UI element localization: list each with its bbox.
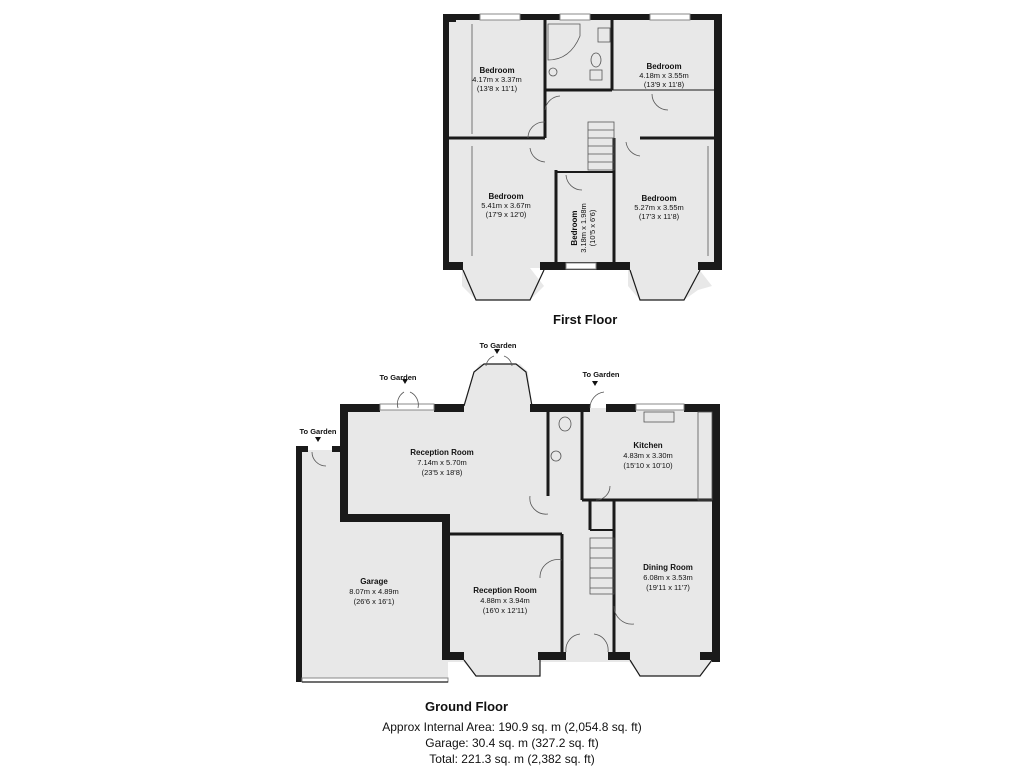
first-floor-plan — [443, 14, 722, 300]
ground-room-metric: 4.88m x 3.94m — [480, 596, 530, 605]
ground-room-imperial: (15'10 x 10'10) — [623, 461, 673, 470]
first-room-metric: 4.18m x 3.55m — [639, 71, 689, 80]
first-room-metric: 5.41m x 3.67m — [481, 201, 531, 210]
first-room-imperial: (13'8 x 11'1) — [476, 84, 518, 93]
ground-room-metric: 4.83m x 3.30m — [623, 451, 673, 460]
ground-room-name: Dining Room — [643, 563, 693, 572]
ground-room-name: Reception Room — [473, 586, 537, 595]
first-floor-title: First Floor — [553, 312, 618, 327]
internal-area-text: Approx Internal Area: 190.9 sq. m (2,054.8 sq. ft) — [382, 720, 642, 734]
first-room-metric: 5.27m x 3.55m — [634, 203, 684, 212]
ground-room-imperial: (16'0 x 12'11) — [482, 606, 528, 615]
ground-floor-title: Ground Floor — [425, 699, 509, 714]
first-room-imperial: (17'3 x 11'8) — [638, 212, 680, 221]
garage-area-text: Garage: 30.4 sq. m (327.2 sq. ft) — [425, 736, 599, 750]
ground-room-metric: 6.08m x 3.53m — [643, 573, 693, 582]
first-room-name: Bedroom — [479, 66, 515, 75]
ground-room-imperial: (19'11 x 11'7) — [646, 583, 690, 592]
ground-floor-plan — [296, 341, 720, 682]
first-room-name: Bedroom — [488, 192, 524, 201]
ground-room-name: Reception Room — [410, 448, 474, 457]
ground-room-imperial: (23'5 x 18'8) — [421, 468, 463, 477]
first-room-imperial: (10'5 x 6'6) — [588, 209, 597, 247]
first-room-name: Bedroom — [570, 210, 579, 246]
total-area-text: Total: 221.3 sq. m (2,382 sq. ft) — [429, 752, 595, 766]
ground-room-metric: 8.07m x 4.89m — [349, 587, 399, 596]
first-room-name: Bedroom — [646, 62, 682, 71]
ground-room-imperial: (26'6 x 16'1) — [353, 597, 395, 606]
first-room-metric: 4.17m x 3.37m — [472, 75, 522, 84]
ground-room-metric: 7.14m x 5.70m — [417, 458, 467, 467]
first-room-imperial: (13'9 x 11'8) — [643, 80, 685, 89]
to-garden-label: To Garden — [299, 427, 337, 436]
first-room-name: Bedroom — [641, 194, 677, 203]
first-room-imperial: (17'9 x 12'0) — [485, 210, 527, 219]
ground-room-name: Garage — [360, 577, 388, 586]
ground-room-name: Kitchen — [633, 441, 663, 450]
to-garden-label: To Garden — [479, 341, 517, 350]
to-garden-label: To Garden — [379, 373, 417, 382]
to-garden-label: To Garden — [582, 370, 620, 379]
first-room-metric: 3.18m x 1.98m — [579, 203, 588, 253]
